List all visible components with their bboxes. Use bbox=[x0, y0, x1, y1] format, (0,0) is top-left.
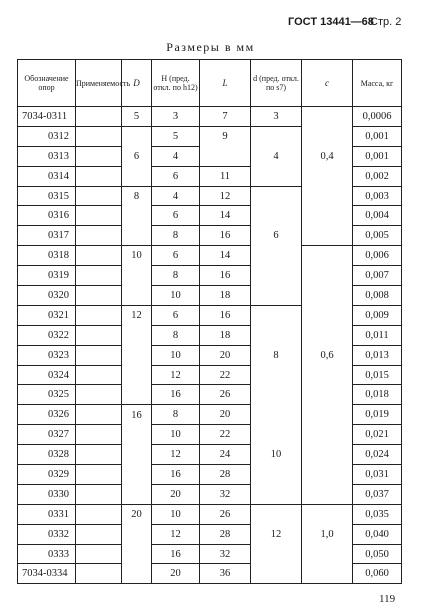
cell-d bbox=[251, 286, 302, 306]
cell-usage bbox=[76, 226, 122, 246]
cell-designation: 0315 bbox=[18, 186, 76, 206]
cell-D bbox=[122, 484, 152, 504]
cell-usage bbox=[76, 524, 122, 544]
cell-L: 7 bbox=[200, 107, 251, 127]
cell-d bbox=[251, 385, 302, 405]
header-L: L bbox=[200, 60, 251, 107]
cell-H: 4 bbox=[152, 146, 200, 166]
cell-mass: 0,021 bbox=[353, 425, 402, 445]
cell-c bbox=[302, 544, 353, 564]
table-row bbox=[18, 266, 402, 286]
cell-usage bbox=[76, 345, 122, 365]
cell-mass: 0,011 bbox=[353, 325, 402, 345]
cell-designation: 7034-0311 bbox=[18, 107, 76, 127]
table-row bbox=[18, 166, 402, 186]
cell-H: 8 bbox=[152, 266, 200, 286]
table-row bbox=[18, 146, 402, 166]
cell-c bbox=[302, 286, 353, 306]
cell-d: 8 bbox=[251, 345, 302, 365]
cell-L: 24 bbox=[200, 445, 251, 465]
cell-H: 16 bbox=[152, 544, 200, 564]
cell-D bbox=[122, 325, 152, 345]
cell-L bbox=[200, 146, 251, 166]
cell-designation: 0326 bbox=[18, 405, 76, 425]
cell-mass: 0,008 bbox=[353, 286, 402, 306]
cell-L: 22 bbox=[200, 365, 251, 385]
cell-mass: 0,013 bbox=[353, 345, 402, 365]
cell-H: 6 bbox=[152, 305, 200, 325]
cell-c bbox=[302, 206, 353, 226]
table-row bbox=[18, 564, 402, 584]
cell-D: 16 bbox=[122, 405, 152, 425]
cell-usage bbox=[76, 425, 122, 445]
cell-c: 0,4 bbox=[302, 146, 353, 166]
cell-d: 10 bbox=[251, 445, 302, 465]
cell-D bbox=[122, 166, 152, 186]
cell-d bbox=[251, 266, 302, 286]
cell-H: 12 bbox=[152, 445, 200, 465]
cell-designation: 0321 bbox=[18, 305, 76, 325]
cell-H: 10 bbox=[152, 286, 200, 306]
cell-mass: 0,005 bbox=[353, 226, 402, 246]
cell-usage bbox=[76, 206, 122, 226]
cell-d bbox=[251, 246, 302, 266]
cell-designation: 0331 bbox=[18, 504, 76, 524]
cell-L: 16 bbox=[200, 305, 251, 325]
cell-usage bbox=[76, 107, 122, 127]
table-row bbox=[18, 425, 402, 445]
cell-L: 36 bbox=[200, 564, 251, 584]
cell-c bbox=[302, 226, 353, 246]
cell-usage bbox=[76, 484, 122, 504]
table-row bbox=[18, 126, 402, 146]
cell-L: 32 bbox=[200, 544, 251, 564]
table-row bbox=[18, 305, 402, 325]
cell-c bbox=[302, 445, 353, 465]
cell-L: 16 bbox=[200, 226, 251, 246]
cell-mass: 0,031 bbox=[353, 465, 402, 485]
cell-c: 0,6 bbox=[302, 345, 353, 365]
table-body bbox=[18, 107, 402, 584]
table-row bbox=[18, 246, 402, 266]
cell-designation: 0313 bbox=[18, 146, 76, 166]
cell-usage bbox=[76, 405, 122, 425]
cell-usage bbox=[76, 465, 122, 485]
cell-usage bbox=[76, 385, 122, 405]
cell-usage bbox=[76, 246, 122, 266]
cell-H: 4 bbox=[152, 186, 200, 206]
cell-mass: 0,007 bbox=[353, 266, 402, 286]
header-mass: Масса, кг bbox=[353, 60, 402, 107]
cell-L: 20 bbox=[200, 405, 251, 425]
cell-designation: 7034-0334 bbox=[18, 564, 76, 584]
cell-designation: 0318 bbox=[18, 246, 76, 266]
cell-d: 3 bbox=[251, 107, 302, 127]
header-designation: Обозначение опор bbox=[18, 60, 76, 107]
cell-designation: 0330 bbox=[18, 484, 76, 504]
cell-mass: 0,037 bbox=[353, 484, 402, 504]
table-row bbox=[18, 445, 402, 465]
cell-usage bbox=[76, 544, 122, 564]
cell-D bbox=[122, 385, 152, 405]
table-row bbox=[18, 465, 402, 485]
table-header-row bbox=[18, 60, 402, 107]
cell-L: 14 bbox=[200, 206, 251, 226]
table-row bbox=[18, 405, 402, 425]
cell-H: 10 bbox=[152, 425, 200, 445]
cell-usage bbox=[76, 365, 122, 385]
cell-usage bbox=[76, 325, 122, 345]
table-row bbox=[18, 504, 402, 524]
cell-H: 5 bbox=[152, 126, 200, 146]
cell-L: 26 bbox=[200, 504, 251, 524]
cell-designation: 0333 bbox=[18, 544, 76, 564]
cell-mass: 0,040 bbox=[353, 524, 402, 544]
cell-d bbox=[251, 365, 302, 385]
cell-D: 12 bbox=[122, 305, 152, 325]
cell-designation: 0325 bbox=[18, 385, 76, 405]
cell-L: 16 bbox=[200, 266, 251, 286]
cell-d bbox=[251, 564, 302, 584]
cell-usage bbox=[76, 305, 122, 325]
cell-designation: 0312 bbox=[18, 126, 76, 146]
cell-mass: 0,006 bbox=[353, 246, 402, 266]
cell-c bbox=[302, 465, 353, 485]
cell-H: 16 bbox=[152, 385, 200, 405]
cell-d bbox=[251, 206, 302, 226]
cell-mass: 0,050 bbox=[353, 544, 402, 564]
cell-mass: 0,060 bbox=[353, 564, 402, 584]
table-row bbox=[18, 107, 402, 127]
cell-designation: 0323 bbox=[18, 345, 76, 365]
cell-c bbox=[302, 126, 353, 146]
cell-usage bbox=[76, 286, 122, 306]
cell-usage bbox=[76, 166, 122, 186]
cell-H: 6 bbox=[152, 166, 200, 186]
cell-mass: 0,009 bbox=[353, 305, 402, 325]
cell-D bbox=[122, 226, 152, 246]
cell-c: 1,0 bbox=[302, 524, 353, 544]
cell-c bbox=[302, 365, 353, 385]
header-D: D bbox=[122, 60, 152, 107]
cell-D bbox=[122, 126, 152, 146]
cell-D bbox=[122, 266, 152, 286]
cell-D bbox=[122, 345, 152, 365]
cell-H: 6 bbox=[152, 206, 200, 226]
cell-d bbox=[251, 544, 302, 564]
cell-L: 26 bbox=[200, 385, 251, 405]
cell-mass: 0,018 bbox=[353, 385, 402, 405]
cell-designation: 0324 bbox=[18, 365, 76, 385]
page-header bbox=[0, 16, 421, 32]
table-row bbox=[18, 345, 402, 365]
cell-D: 8 bbox=[122, 186, 152, 206]
cell-d bbox=[251, 465, 302, 485]
cell-d: 6 bbox=[251, 226, 302, 246]
cell-mass: 0,001 bbox=[353, 126, 402, 146]
cell-L: 22 bbox=[200, 425, 251, 445]
cell-H: 8 bbox=[152, 325, 200, 345]
cell-d: 4 bbox=[251, 146, 302, 166]
cell-designation: 0332 bbox=[18, 524, 76, 544]
cell-mass: 0,035 bbox=[353, 504, 402, 524]
cell-d bbox=[251, 325, 302, 345]
cell-mass: 0,015 bbox=[353, 365, 402, 385]
cell-d bbox=[251, 126, 302, 146]
cell-H: 12 bbox=[152, 365, 200, 385]
cell-H: 8 bbox=[152, 405, 200, 425]
cell-mass: 0,019 bbox=[353, 405, 402, 425]
header-H: H (пред. откл. по h12) bbox=[152, 60, 200, 107]
cell-mass: 0,0006 bbox=[353, 107, 402, 127]
cell-mass: 0,001 bbox=[353, 146, 402, 166]
header-c: c bbox=[302, 60, 353, 107]
cell-D: 10 bbox=[122, 246, 152, 266]
cell-D bbox=[122, 524, 152, 544]
page-label: Стр. 2 bbox=[370, 16, 402, 28]
cell-c bbox=[302, 405, 353, 425]
cell-designation: 0320 bbox=[18, 286, 76, 306]
cell-d bbox=[251, 166, 302, 186]
cell-D bbox=[122, 544, 152, 564]
cell-H: 3 bbox=[152, 107, 200, 127]
table-caption: Размеры в мм bbox=[166, 40, 255, 54]
cell-D bbox=[122, 465, 152, 485]
cell-c bbox=[302, 305, 353, 325]
cell-usage bbox=[76, 504, 122, 524]
cell-L: 18 bbox=[200, 325, 251, 345]
table-row bbox=[18, 385, 402, 405]
cell-usage bbox=[76, 266, 122, 286]
cell-H: 6 bbox=[152, 246, 200, 266]
cell-d bbox=[251, 405, 302, 425]
cell-mass: 0,002 bbox=[353, 166, 402, 186]
cell-D bbox=[122, 206, 152, 226]
cell-c bbox=[302, 325, 353, 345]
cell-D: 5 bbox=[122, 107, 152, 127]
cell-usage bbox=[76, 146, 122, 166]
table-row bbox=[18, 325, 402, 345]
cell-H: 20 bbox=[152, 484, 200, 504]
cell-c bbox=[302, 246, 353, 266]
cell-c bbox=[302, 385, 353, 405]
table-row bbox=[18, 365, 402, 385]
cell-c bbox=[302, 266, 353, 286]
cell-L: 18 bbox=[200, 286, 251, 306]
table-row bbox=[18, 206, 402, 226]
cell-H: 10 bbox=[152, 504, 200, 524]
cell-L: 14 bbox=[200, 246, 251, 266]
table-row bbox=[18, 226, 402, 246]
header-usage: Применяемость bbox=[76, 60, 122, 107]
cell-designation: 0327 bbox=[18, 425, 76, 445]
table-row bbox=[18, 544, 402, 564]
page-number: 119 bbox=[379, 593, 396, 605]
cell-mass: 0,024 bbox=[353, 445, 402, 465]
cell-D bbox=[122, 365, 152, 385]
dimensions-table bbox=[17, 59, 402, 584]
standard-number: ГОСТ 13441—68 bbox=[288, 16, 374, 28]
cell-d bbox=[251, 425, 302, 445]
cell-c bbox=[302, 564, 353, 584]
cell-L: 28 bbox=[200, 465, 251, 485]
cell-H: 16 bbox=[152, 465, 200, 485]
cell-designation: 0319 bbox=[18, 266, 76, 286]
cell-H: 8 bbox=[152, 226, 200, 246]
cell-usage bbox=[76, 186, 122, 206]
cell-designation: 0314 bbox=[18, 166, 76, 186]
cell-c bbox=[302, 107, 353, 127]
header-d: d (пред. откл. по s7) bbox=[251, 60, 302, 107]
cell-designation: 0329 bbox=[18, 465, 76, 485]
cell-H: 10 bbox=[152, 345, 200, 365]
cell-d bbox=[251, 504, 302, 524]
cell-c bbox=[302, 166, 353, 186]
cell-L: 28 bbox=[200, 524, 251, 544]
cell-D: 20 bbox=[122, 504, 152, 524]
cell-designation: 0328 bbox=[18, 445, 76, 465]
cell-mass: 0,003 bbox=[353, 186, 402, 206]
cell-d: 12 bbox=[251, 524, 302, 544]
cell-D bbox=[122, 445, 152, 465]
cell-L: 11 bbox=[200, 166, 251, 186]
cell-c bbox=[302, 484, 353, 504]
cell-usage bbox=[76, 126, 122, 146]
cell-c bbox=[302, 425, 353, 445]
cell-mass: 0,004 bbox=[353, 206, 402, 226]
cell-c bbox=[302, 186, 353, 206]
cell-designation: 0322 bbox=[18, 325, 76, 345]
cell-H: 20 bbox=[152, 564, 200, 584]
cell-D bbox=[122, 286, 152, 306]
cell-H: 12 bbox=[152, 524, 200, 544]
cell-c bbox=[302, 504, 353, 524]
cell-D bbox=[122, 425, 152, 445]
cell-usage bbox=[76, 445, 122, 465]
cell-L: 12 bbox=[200, 186, 251, 206]
table-row bbox=[18, 484, 402, 504]
cell-designation: 0316 bbox=[18, 206, 76, 226]
cell-L: 9 bbox=[200, 126, 251, 146]
cell-D bbox=[122, 564, 152, 584]
cell-d bbox=[251, 305, 302, 325]
cell-L: 32 bbox=[200, 484, 251, 504]
cell-L: 20 bbox=[200, 345, 251, 365]
table-row bbox=[18, 524, 402, 544]
cell-usage bbox=[76, 564, 122, 584]
cell-designation: 0317 bbox=[18, 226, 76, 246]
cell-d bbox=[251, 484, 302, 504]
table-row bbox=[18, 186, 402, 206]
cell-d bbox=[251, 186, 302, 206]
cell-D: 6 bbox=[122, 146, 152, 166]
table-row bbox=[18, 286, 402, 306]
